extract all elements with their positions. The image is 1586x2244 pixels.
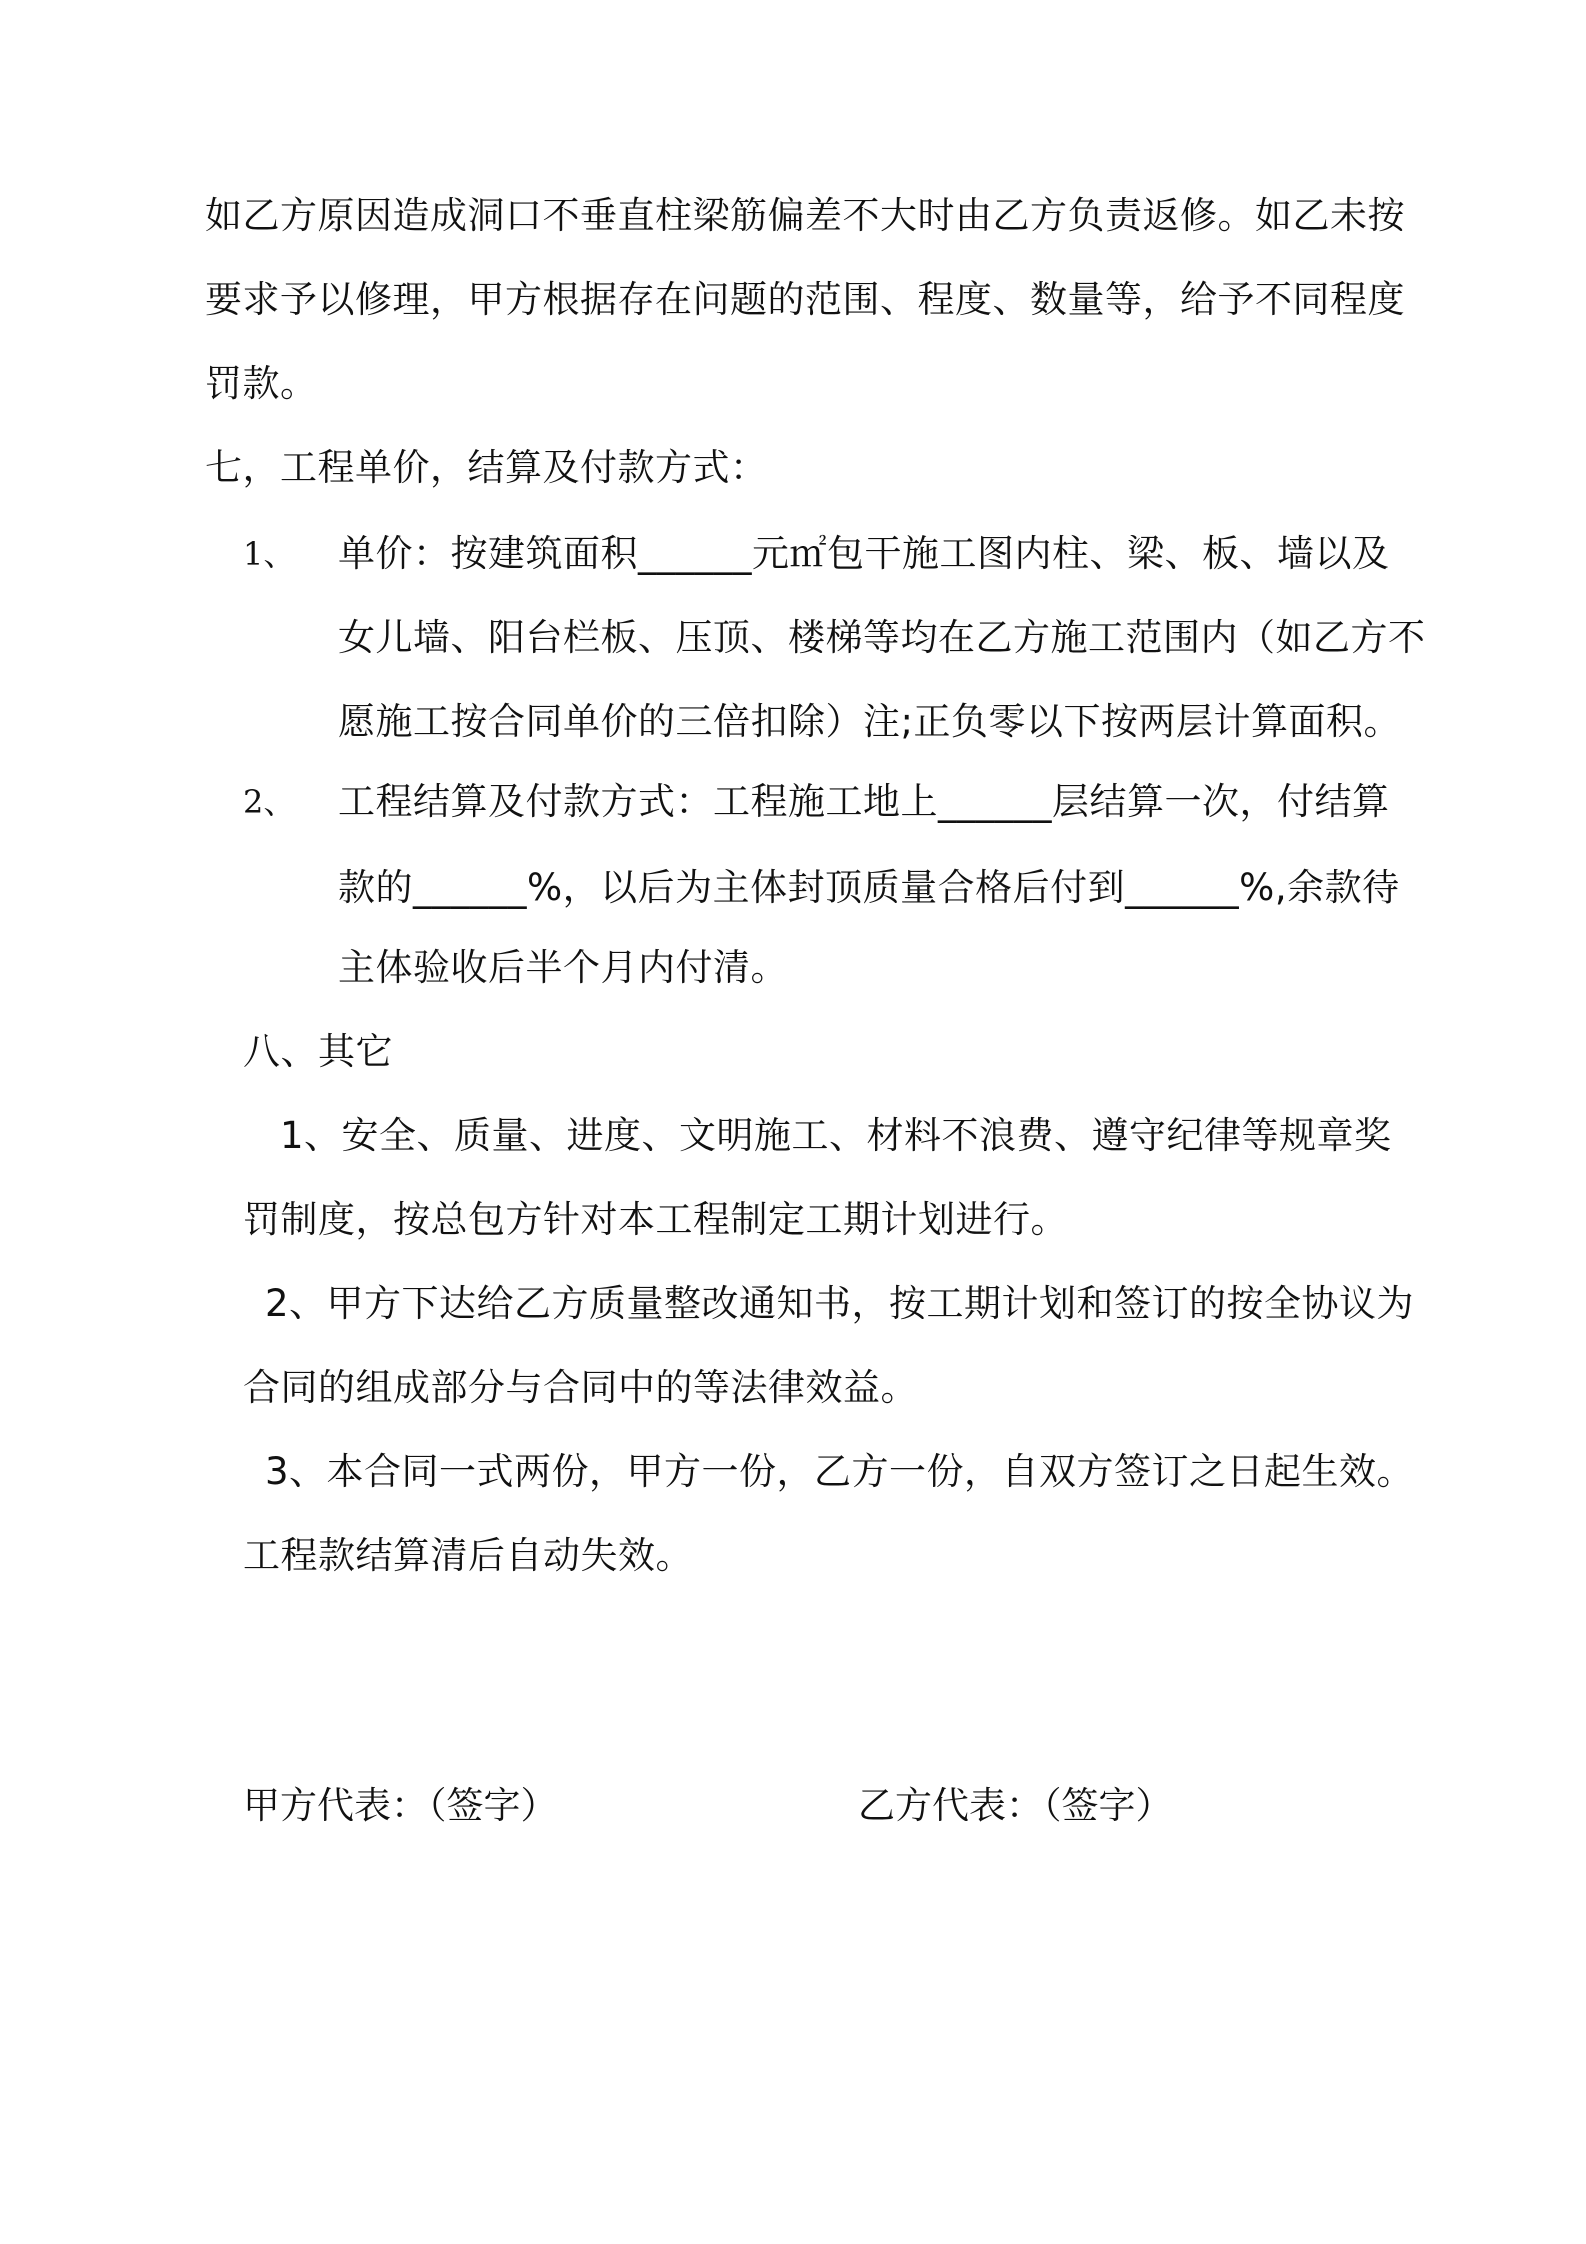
item-number: 2、 xyxy=(243,783,296,821)
clause-line: 1、安全、质量、进度、文明施工、材料不浪费、遵守纪律等规章奖 xyxy=(280,1114,1392,1157)
clause-line: 合同的组成部分与合同中的等法律效益。 xyxy=(243,1366,918,1409)
section-8-heading: 八、其它 xyxy=(243,1030,393,1073)
clause-line: 3、本合同一式两份，甲方一份，乙方一份，自双方签订之日起生效。 xyxy=(265,1450,1415,1493)
clause-line: 罚制度，按总包方针对本工程制定工期计划进行。 xyxy=(243,1198,1068,1241)
party-b-signature-label: 乙方代表：（签字） xyxy=(858,1784,1173,1827)
item-line: 单价：按建筑面积______元㎡包干施工图内柱、梁、板、墙以及 xyxy=(338,532,1390,575)
clause-line: 工程款结算清后自动失效。 xyxy=(243,1534,693,1577)
item-line: 愿施工按合同单价的三倍扣除）注;正负零以下按两层计算面积。 xyxy=(338,700,1401,743)
paragraph-line: 要求予以修理，甲方根据存在问题的范围、程度、数量等，给予不同程度 xyxy=(205,278,1405,321)
section-7-heading: 七，工程单价，结算及付款方式： xyxy=(205,446,768,489)
clause-line: 2、甲方下达给乙方质量整改通知书，按工期计划和签订的按全协议为 xyxy=(265,1282,1415,1325)
item-line: 女儿墙、阳台栏板、压顶、楼梯等均在乙方施工范围内（如乙方不 xyxy=(338,616,1426,659)
item-number: 1、 xyxy=(243,535,296,573)
party-a-signature-label: 甲方代表：（签字） xyxy=(243,1784,558,1827)
paragraph-line: 如乙方原因造成洞口不垂直柱梁筋偏差不大时由乙方负责返修。如乙未按 xyxy=(205,194,1405,237)
item-line: 主体验收后半个月内付清。 xyxy=(338,946,788,989)
item-line: 款的______%，以后为主体封顶质量合格后付到______%,余款待 xyxy=(338,866,1400,909)
paragraph-line: 罚款。 xyxy=(205,362,318,405)
item-line: 工程结算及付款方式：工程施工地上______层结算一次，付结算 xyxy=(338,780,1390,823)
